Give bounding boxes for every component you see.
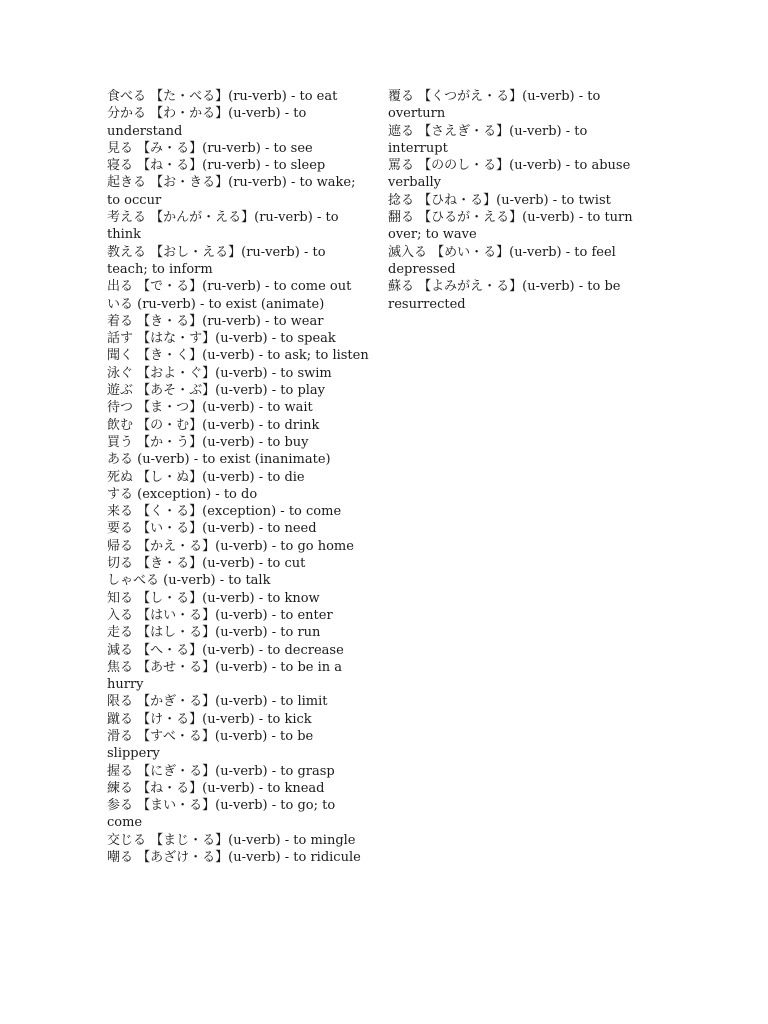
vocab-entry: 死ぬ 【し・ぬ】(u-verb) - to die	[107, 469, 305, 485]
vocab-entry: 交じる 【まじ・る】(u-verb) - to mingle	[107, 832, 356, 848]
vocab-entry: 走る 【はし・る】(u-verb) - to run	[107, 625, 321, 641]
vocab-entry: 待つ 【ま・つ】(u-verb) - to wait	[107, 400, 313, 416]
vocab-entry: 寝る 【ね・る】(ru-verb) - to sleep	[107, 158, 326, 174]
vocab-entry: 食べる 【た・べる】(ru-verb) - to eat	[107, 89, 338, 104]
vocab-entry: 買う 【か・う】(u-verb) - to buy	[107, 434, 309, 450]
vocab-entry: 着る 【き・る】(ru-verb) - to wear	[107, 313, 324, 329]
vocab-entry: 来る 【く・る】(exception) - to come	[107, 504, 342, 520]
vocab-entry: 翻る 【ひるが・える】(u-verb) - to turn over; to wave	[388, 210, 633, 243]
vocab-entry: 握る 【にぎ・る】(u-verb) - to grasp	[107, 763, 335, 779]
vocab-entry: 帰る 【かえ・る】(u-verb) - to go home	[107, 538, 354, 554]
vocab-entry: 蹴る 【け・る】(u-verb) - to kick	[107, 711, 312, 727]
vocab-entry: 罵る 【ののし・る】(u-verb) - to abuse verbally	[388, 158, 631, 191]
vocab-entry: 要る 【い・る】(u-verb) - to need	[107, 521, 317, 537]
vocab-entry: 捻る 【ひね・る】(u-verb) - to twist	[388, 192, 611, 208]
vocab-entry: ある (u-verb) - to exist (inanimate)	[107, 452, 331, 468]
vocabulary-column-left	[107, 88, 369, 866]
vocab-entry: 教える 【おし・える】(ru-verb) - to teach; to inform	[107, 244, 326, 277]
vocab-entry: 遮る 【さえぎ・る】(u-verb) - to interrupt	[388, 123, 588, 156]
vocab-entry: 飲む 【の・む】(u-verb) - to drink	[107, 417, 320, 433]
vocab-entry: 焦る 【あせ・る】(u-verb) - to be in a hurry	[107, 659, 343, 693]
vocab-entry: 嘲る 【あざけ・る】(u-verb) - to ridicule	[107, 850, 361, 866]
vocabulary-column-right	[388, 88, 650, 313]
vocab-entry: 入る 【はい・る】(u-verb) - to enter	[107, 607, 333, 623]
vocab-entry: 減る 【へ・る】(u-verb) - to decrease	[107, 642, 344, 658]
vocab-entry: 泳ぐ 【およ・ぐ】(u-verb) - to swim	[107, 365, 332, 381]
vocab-entry: 参る 【まい・る】(u-verb) - to go; to come	[107, 798, 336, 831]
vocab-entry: 遊ぶ 【あそ・ぶ】(u-verb) - to play	[107, 383, 326, 399]
vocab-entry: 分かる 【わ・かる】(u-verb) - to understand	[107, 106, 307, 139]
vocab-entry: 聞く 【き・く】(u-verb) - to ask; to listen	[107, 348, 369, 364]
vocab-entry: 出る 【で・る】(ru-verb) - to come out	[107, 279, 352, 295]
vocab-entry: 滑る 【すべ・る】(u-verb) - to be slippery	[107, 728, 314, 762]
vocab-entry: 見る 【み・る】(ru-verb) - to see	[107, 140, 313, 156]
vocab-entry: する (exception) - to do	[107, 486, 258, 502]
vocab-entry: 滅入る 【めい・る】(u-verb) - to feel depressed	[388, 244, 616, 277]
vocab-entry: しゃべる (u-verb) - to talk	[107, 573, 271, 589]
vocab-entry: 覆る 【くつがえ・る】(u-verb) - to overturn	[388, 89, 601, 122]
vocab-entry: 考える 【かんが・える】(ru-verb) - to think	[107, 210, 339, 243]
vocab-entry: 蘇る 【よみがえ・る】(u-verb) - to be resurrected	[388, 279, 621, 312]
vocab-entry: いる (ru-verb) - to exist (animate)	[107, 296, 325, 312]
vocab-entry: 練る 【ね・る】(u-verb) - to knead	[107, 780, 325, 796]
vocab-entry: 限る 【かぎ・る】(u-verb) - to limit	[107, 694, 328, 710]
vocab-entry: 切る 【き・る】(u-verb) - to cut	[107, 556, 306, 572]
vocab-entry: 知る 【し・る】(u-verb) - to know	[107, 590, 320, 606]
vocab-entry: 話す 【はな・す】(u-verb) - to speak	[107, 331, 336, 347]
vocab-entry: 起きる 【お・きる】(ru-verb) - to wake; to occur	[107, 175, 356, 208]
